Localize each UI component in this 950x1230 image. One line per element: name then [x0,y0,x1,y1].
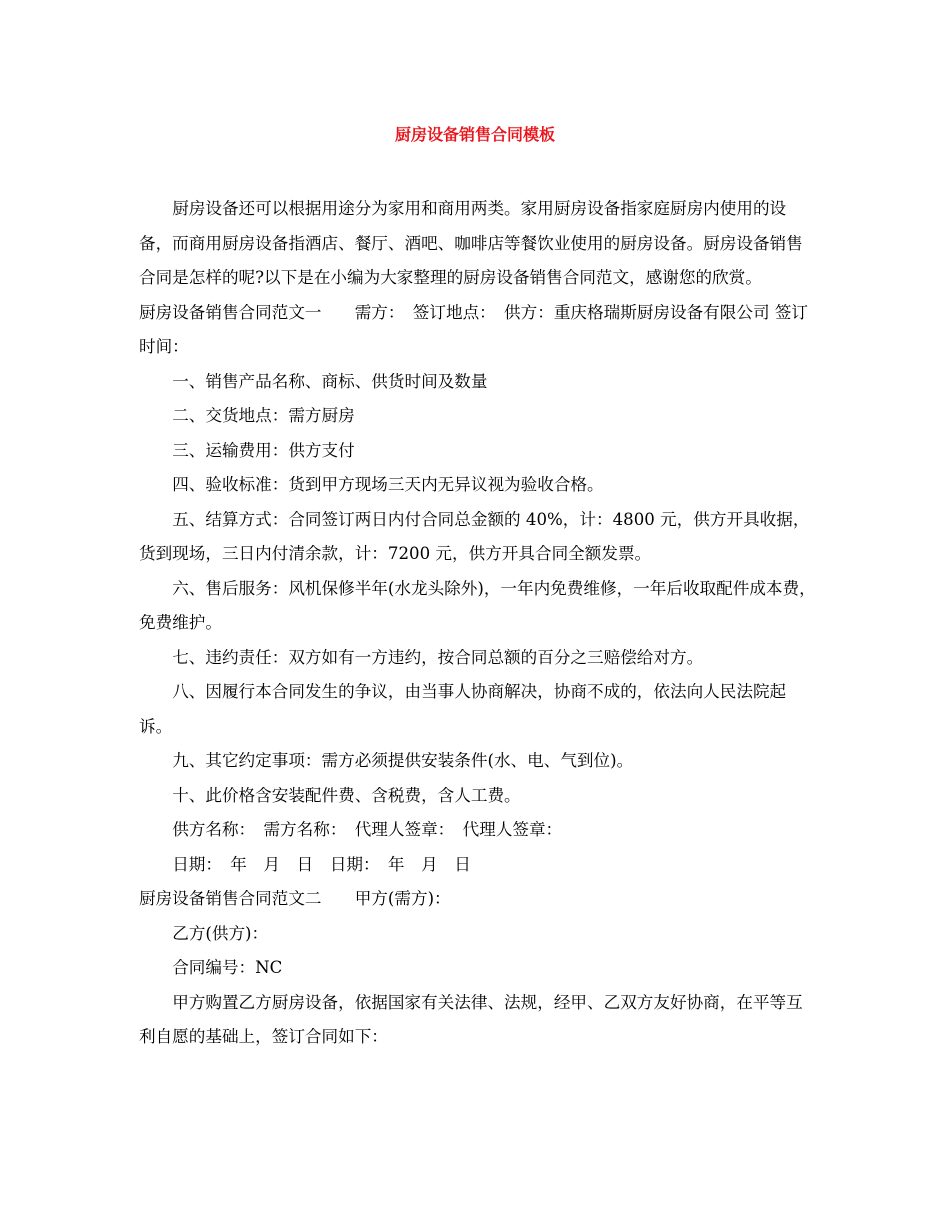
paragraph-clause-3: 三、运输费用：供方支付 [172,440,355,460]
paragraph-clause-8: 八、因履行本合同发生的争议，由当事人协商解决，协商不成的，依法向人民法院起诉。 [139,682,787,736]
paragraph-clause-9: 九、其它约定事项：需方必须提供安装条件(水、电、气到位)。 [172,751,634,770]
paragraph-clause-10: 十、此价格含安装配件费、含税费，含人工费。 [172,785,521,805]
paragraph-signature-names: 供方名称： 需方名称： 代理人签章： 代理人签章： [172,820,563,839]
paragraph-clause-7: 七、违约责任：双方如有一方违约，按合同总额的百分之三赔偿给对方。 [172,647,704,667]
paragraph-clause-6: 六、售后服务：风机保修半年(水龙头除外)，一年内免费维修，一年后收取配件成本费，免费维护。 [139,578,816,632]
paragraph-sample-one-header: 厨房设备销售合同范文一 需方： 签订地点： 供方：重庆格瑞斯厨房设备有限公司 签订时间： [139,302,809,356]
paragraph-intro: 厨房设备还可以根据用途分为家用和商用两类。家用厨房设备指家庭厨房内使用的设备，而商用厨房设备指酒店、餐厅、酒吧、咖啡店等餐饮业使用的厨房设备。厨房设备销售合同是怎样的呢?以下是在小编为大家整理的厨房设备销售合同范文，感谢您的欣赏。 [139,199,803,287]
paragraph-contract-number: 合同编号：NC [172,958,283,977]
paragraph-preamble: 甲方购置乙方厨房设备，依据国家有关法律、法规，经甲、乙双方友好协商，在平等互利自愿的基础上，签订合同如下： [139,992,803,1046]
paragraph-signature-dates: 日期： 年 月 日 日期： 年 月 日 [172,854,471,874]
paragraph-clause-1: 一、销售产品名称、商标、供货时间及数量 [172,371,488,391]
document-body [139,192,819,1055]
paragraph-clause-4: 四、验收标准：货到甲方现场三天内无异议视为验收合格。 [172,475,604,494]
paragraph-clause-5: 五、结算方式：合同签订两日内付合同总金额的 40%，计：4800 元，供方开具收据，货到现场，三日内付清余款，计：7200 元，供方开具合同全额发票。 [139,509,810,563]
paragraph-clause-2: 二、交货地点：需方厨房 [172,406,355,425]
paragraph-sample-two-header: 厨房设备销售合同范文二 甲方(需方)： [139,889,451,908]
document-title: 厨房设备销售合同模板 [394,125,555,144]
paragraph-party-b: 乙方(供方)： [172,923,269,943]
